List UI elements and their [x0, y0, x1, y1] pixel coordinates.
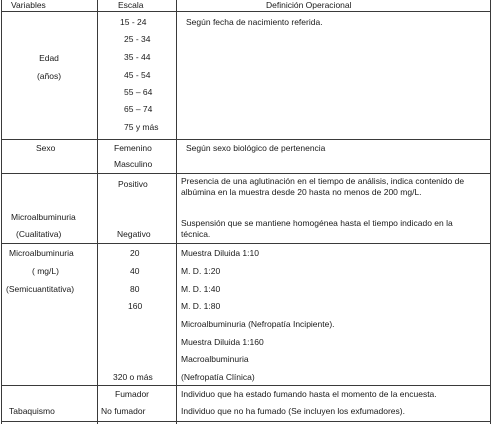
micro-cual-negativo: Negativo [117, 229, 151, 239]
micro-semi-def-2: M. D. 1:20 [181, 266, 221, 276]
edad-unit: (años) [36, 71, 62, 81]
row-rule-edad [1, 139, 491, 140]
edad-variable: Edad [39, 53, 59, 63]
micro-semi-def-6: Muestra Diluida 1:160 [181, 337, 264, 347]
micro-semi-def-5: Microalbuminuria (Nefropatía Incipiente). [181, 319, 335, 329]
header-bottom-rule [1, 11, 491, 12]
micro-semi-def-4: M. D. 1:80 [181, 301, 221, 311]
micro-cual-positivo: Positivo [118, 179, 148, 189]
sexo-variable: Sexo [36, 143, 56, 153]
micro-cual-def-negativo: Suspensión que se mantiene homogénea hasta el tiempo indicado en la técnica. [181, 218, 453, 239]
edad-scale-5: 55 – 64 [124, 87, 153, 97]
micro-semi-unit: ( mg/L) [32, 266, 59, 276]
header-definicion: Definición Operacional [266, 0, 352, 10]
edad-scale-1: 15 - 24 [120, 17, 147, 27]
row-rule-micro-cual [1, 243, 491, 244]
edad-scale-4: 45 - 54 [124, 70, 151, 80]
column-divider-1 [97, 0, 98, 424]
tabaquismo-scale-2: No fumador [101, 406, 146, 416]
micro-semi-def-8: (Nefropatía Clínica) [181, 372, 255, 382]
micro-semi-def-3: M. D. 1:40 [181, 284, 221, 294]
micro-semi-scale-5: 320 o más [113, 372, 153, 382]
edad-definition: Según fecha de nacimiento referida. [186, 17, 323, 27]
table-border-right [490, 0, 491, 424]
micro-semi-scale-4: 160 [128, 301, 143, 311]
micro-semi-scale-1: 20 [130, 248, 140, 258]
table-bottom-rule [1, 421, 491, 422]
sexo-scale-1: Femenino [114, 143, 152, 153]
micro-semi-scale-3: 80 [130, 284, 140, 294]
column-divider-2 [176, 0, 177, 424]
micro-semi-def-1: Muestra Diluida 1:10 [181, 248, 259, 258]
edad-scale-3: 35 - 44 [124, 52, 151, 62]
tabaquismo-scale-1: Fumador [115, 389, 150, 399]
edad-scale-7: 75 y más [124, 122, 159, 132]
header-escala: Escala [118, 0, 144, 10]
micro-cual-variable: Microalbuminuria [11, 212, 76, 222]
micro-cual-def-positivo: Presencia de una aglutinación en el tiempo de análisis, indica contenido de albúmina en la muestra desde 20 hasta no menos de 200 mg/L. [181, 176, 465, 197]
tabaquismo-def-2: Individuo que no ha fumado (Se incluyen los exfumadores). [181, 406, 405, 416]
row-rule-sexo [1, 173, 491, 174]
micro-cual-type: (Cualitativa) [16, 229, 62, 239]
tabaquismo-def-1: Individuo que ha estado fumando hasta el momento de la encuesta. [181, 389, 437, 399]
edad-scale-2: 25 - 34 [124, 34, 151, 44]
micro-semi-scale-2: 40 [130, 266, 140, 276]
tabaquismo-variable: Tabaquismo [9, 406, 55, 416]
header-variables: Variables [11, 0, 46, 10]
micro-semi-variable: Microalbuminuria [9, 248, 74, 258]
micro-semi-type: (Semicuantitativa) [6, 284, 75, 294]
row-rule-micro-semi [1, 385, 491, 386]
edad-scale-6: 65 – 74 [124, 104, 153, 114]
sexo-scale-2: Masculino [114, 159, 153, 169]
micro-semi-def-7: Macroalbuminuria [181, 354, 249, 364]
sexo-definition: Según sexo biológico de pertenencia [186, 143, 326, 153]
